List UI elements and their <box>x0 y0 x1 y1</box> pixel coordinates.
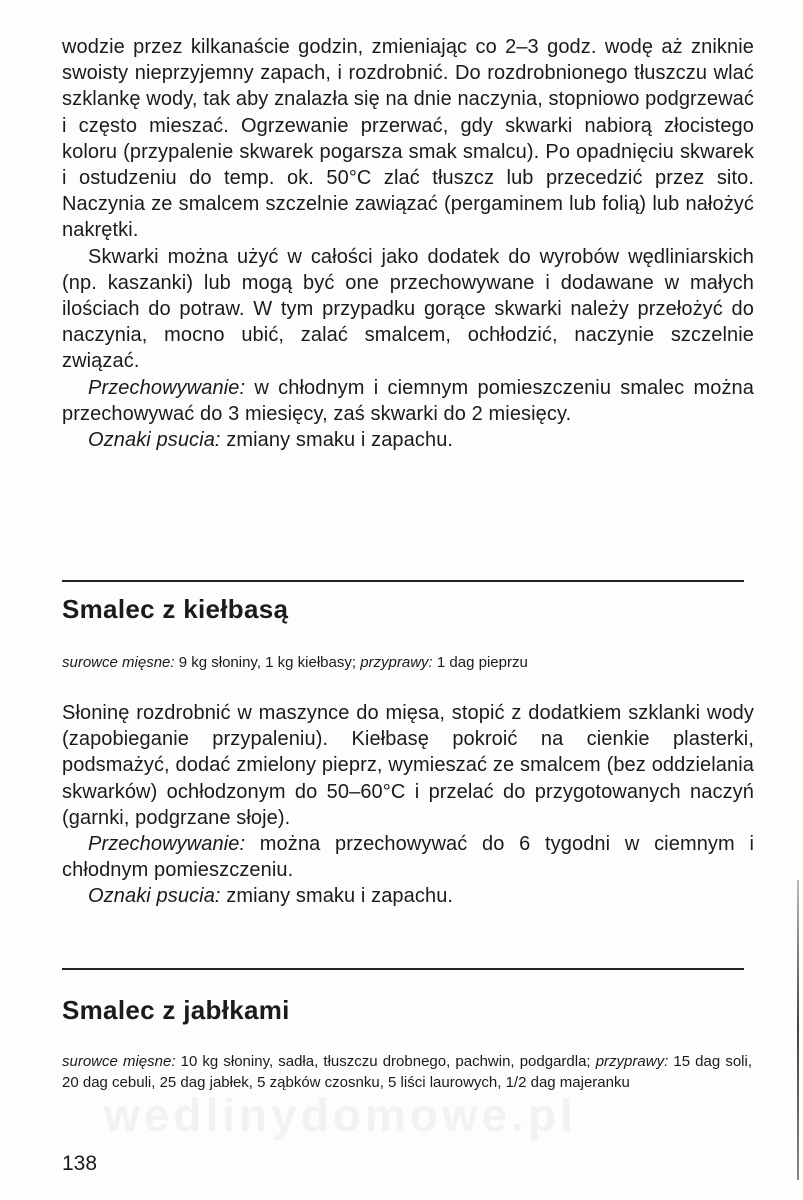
section-1-body <box>62 34 754 453</box>
recipe-title-jablka: Smalec z jabłkami <box>62 995 290 1025</box>
spices-label: przyprawy: <box>360 654 433 671</box>
recipe-title-kielbasa: Smalec z kiełbasą <box>62 594 289 624</box>
spoilage-text: zmiany smaku i zapachu. <box>220 885 454 908</box>
section-1-paragraph-2: Skwarki można użyć w całości jako dodatek do wyrobów wędliniarskich (np. kaszanki) lub mogą być one przechowywane i dodawane w małych ilościach do potraw. W tym przypadku gorące skwarki należy przełożyć do naczynia, mocno ubić, zalać smalcem, ochłodzić, naczynie szczelnie związać. <box>62 245 754 373</box>
meat-label: surowce mięsne: <box>62 1053 176 1070</box>
watermark: wedlinydomowe.pl <box>104 1089 577 1141</box>
section-2-storage <box>62 831 754 883</box>
section-2-spoilage <box>62 883 754 909</box>
section-2-body <box>62 700 754 910</box>
section-2-paragraph-1: Słoninę rozdrobnić w maszynce do mięsa, stopić z dodatkiem szklanki wody (zapobieganie przypaleniu). Kiełbasę pokroić na cienkie plasterki, podsmażyć, dodać zmielony pieprz, wymieszać ze smalcem (bez oddzielania skwarków) ochłodzonym do 50–60°C i przelać do przygotowanych naczyń (garnki, podgrzane słoje). <box>62 702 754 829</box>
page-number: 138 <box>62 1152 98 1175</box>
section-1-storage <box>62 375 754 427</box>
section-divider <box>62 580 744 582</box>
spoilage-text: zmiany smaku i zapachu. <box>220 429 454 452</box>
meat-label: surowce mięsne: <box>62 654 175 671</box>
ingredients-kielbasa <box>62 652 752 673</box>
spoilage-label: Oznaki psucia: <box>88 429 221 452</box>
section-1-spoilage <box>62 427 754 453</box>
storage-label: Przechowywanie: <box>88 376 246 399</box>
storage-label: Przechowywanie: <box>88 833 246 856</box>
spoilage-label: Oznaki psucia: <box>88 885 221 908</box>
meat-ingredients: 9 kg słoniny, 1 kg kiełbasy; <box>174 654 361 671</box>
spice-ingredients: 1 dag pieprzu <box>432 654 528 671</box>
spice-ingredients: 15 dag soli, 20 dag cebuli, 25 dag jabłek, 5 ząbków czosnku, 5 liści laurowych, 1/2 dag majeranku <box>62 1053 752 1091</box>
meat-ingredients: 10 kg słoniny, sadła, tłuszczu drobnego, pachwin, podgardla; <box>175 1053 596 1070</box>
storage-text: można przechowywać do 6 tygodni w ciemnym i chłodnym pomieszczeniu. <box>62 833 754 882</box>
page-edge-shadow <box>797 880 799 1180</box>
section-1-paragraph-1: wodzie przez kilkanaście godzin, zmieniając co 2–3 godz. wodę aż zniknie swoisty nieprzyjemny zapach, i rozdrobnić. Do rozdrobnionego tłuszczu wlać szklankę wody, tak aby znalazła się na dnie naczynia, stopniowo podgrzewać i często mieszać. Ogrzewanie przerwać, gdy skwarki nabiorą złocistego koloru (przypalenie skwarek pogarsza smak smalcu). Po opadnięciu skwarek i ostudzeniu do temp. ok. 50°C zlać tłuszcz lub przecedzić przez sito. Naczynia ze smalcem szczelnie zawiązać (pergaminem lub folią) lub nałożyć nakrętki. <box>62 36 754 242</box>
storage-text: w chłodnym i ciemnym pomieszczeniu smalec można przechowywać do 3 miesięcy, zaś skwarki do 2 miesięcy. <box>62 376 754 425</box>
ingredients-jablka <box>62 1051 752 1093</box>
section-divider <box>62 968 744 970</box>
spices-label: przyprawy: <box>595 1053 669 1070</box>
